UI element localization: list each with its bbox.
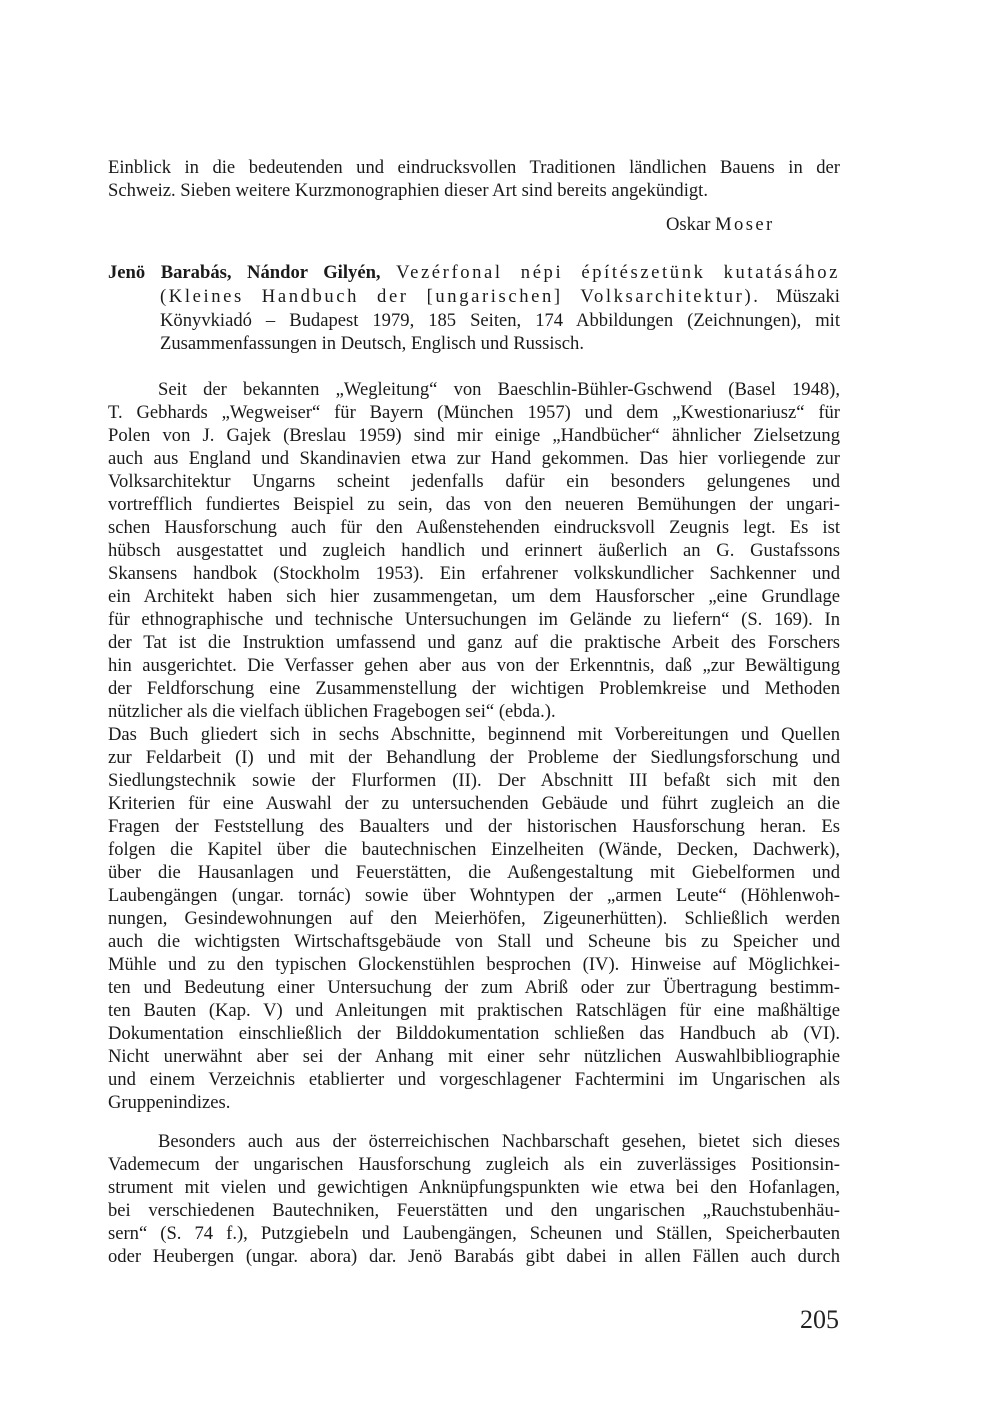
citation-publisher-start: Müszaki — [775, 286, 840, 307]
text-line: auch aus England und Skandinavien etwa zur Hand gekommen. Das hier vorliegende zur — [108, 448, 840, 469]
text-line: vortrefflich fundiertes Beispiel zu sein, das von den neueren Bemühungen der ungari- — [108, 494, 840, 515]
text-line: Seit der bekannten „Wegleitung“ von Baeschlin-Bühler-Gschwend (Basel 1948), — [158, 379, 840, 400]
text-line: Fragen der Feststellung des Baualters und der historischen Hausforschung heran. Es — [108, 816, 840, 837]
reviewer-signature — [666, 213, 775, 236]
text-line: zur Feldarbeit (I) und mit der Behandlung der Probleme der Siedlungsforschung und — [108, 747, 840, 768]
text-line: Volksarchitektur Ungarns scheint jedenfalls dafür ein besonders gelungenes und — [108, 471, 840, 492]
text-line: ein Architekt haben sich hier zusammengetan, um dem Hausforscher „eine Grundlage — [108, 586, 840, 607]
text-line: Das Buch gliedert sich in sechs Abschnitte, beginnend mit Vorbereitungen und Quellen — [108, 724, 840, 745]
text-line: folgen die Kapitel über die bautechnischen Einzelheiten (Wände, Decken, Dachwerk), — [108, 839, 840, 860]
citation-line-3: Könyvkiadó – Budapest 1979, 185 Seiten, 174 Abbildungen (Zeichnungen), mit — [160, 310, 840, 331]
text-line: Schweiz. Sieben weitere Kurzmonographien dieser Art sind bereits angekündigt. — [108, 180, 708, 201]
text-line: auch die wichtigsten Wirtschaftsgebäude von Stall und Scheune bis zu Speicher und — [108, 931, 840, 952]
text-line: nungen, Gesindewohnungen auf den Meierhöfen, Zigeunerhütten). Schließlich werden — [108, 908, 840, 929]
citation-title-hungarian: Vezérfonal népi építészetünk kutatásához — [396, 262, 841, 283]
text-line: oder Heubergen (ungar. abora) dar. Jenö Barabás gibt dabei in allen Fällen auch durch — [108, 1246, 840, 1267]
text-line: für ethnographische und technische Untersuchungen im Gelände zu liefern“ (S. 169). In — [108, 609, 840, 630]
text-line: Einblick in die bedeutenden und eindrucksvollen Traditionen ländlichen Bauens in der — [108, 157, 840, 178]
text-line: strument mit vielen und gewichtigen Anknüpfungspunkten wie etwa bei den Hofanlagen, — [108, 1177, 840, 1198]
page-number: 205 — [800, 1305, 839, 1334]
text-line: hübsch ausgestattet und zugleich handlich und erinnert äußerlich an G. Gustafssons — [108, 540, 840, 561]
text-line: T. Gebhards „Wegweiser“ für Bayern (München 1957) und dem „Kwestionariusz“ für — [108, 402, 840, 423]
citation-line-4: Zusammenfassungen in Deutsch, Englisch und Russisch. — [160, 333, 584, 354]
text-line: Vademecum der ungarischen Hausforschung zugleich als ein zuverlässiges Positionsin- — [108, 1154, 840, 1175]
text-line: Gruppenindizes. — [108, 1092, 231, 1113]
citation-authors: Jenö Barabás, Nándor Gilyén, — [108, 262, 381, 283]
text-line: Mühle und zu den typischen Glockenstühlen besprochen (IV). Hinweise auf Möglichkei- — [108, 954, 840, 975]
citation-title-german: (Kleines Handbuch der [ungarischen] Volksarchitektur). — [160, 286, 761, 307]
text-line: über die Hausanlagen und Feuerstätten, die Außengestaltung mit Giebelformen und — [108, 862, 840, 883]
text-line: Kriterien für eine Auswahl der zu untersuchenden Gebäude und führt zugleich an die — [108, 793, 840, 814]
citation-line-2 — [160, 285, 840, 308]
reviewer-first-name: Oskar — [666, 214, 711, 235]
citation-line-1 — [108, 261, 840, 284]
text-line: und einem Verzeichnis etablierter und vorgeschlagener Fachtermini im Ungarischen als — [108, 1069, 840, 1090]
text-line: Siedlungstechnik sowie der Flurformen (II). Der Abschnitt III befaßt sich mit den — [108, 770, 840, 791]
reviewer-surname: Moser — [715, 214, 775, 235]
text-line: Polen von J. Gajek (Breslau 1959) sind mir einige „Handbücher“ ähnlicher Zielsetzung — [108, 425, 840, 446]
text-line: der Feldforschung eine Zusammenstellung der wichtigen Problemkreise und Methoden — [108, 678, 840, 699]
text-line: sern“ (S. 74 f.), Putzgiebeln und Laubengängen, Scheunen und Ställen, Speicherbauten — [108, 1223, 840, 1244]
text-line: ten Bauten (Kap. V) und Anleitungen mit praktischen Ratschlägen für eine maßhältige — [108, 1000, 840, 1021]
text-line: der Tat ist die Instruktion umfassend und ganz auf die praktische Arbeit des Forschers — [108, 632, 840, 653]
text-line: ten und Bedeutung einer Untersuchung der zum Abriß oder zur Übertragung bestimm- — [108, 977, 840, 998]
text-line: hin ausgerichtet. Die Verfasser gehen aber aus von der Erkenntnis, daß „zur Bewältigung — [108, 655, 840, 676]
text-line: Besonders auch aus der österreichischen Nachbarschaft gesehen, bietet sich dieses — [158, 1131, 840, 1152]
text-line: bei verschiedenen Bautechniken, Feuerstätten und den ungarischen „Rauchstubenhäu- — [108, 1200, 840, 1221]
text-line: schen Hausforschung auch für den Außenstehenden eindrucksvoll Zeugnis legt. Es ist — [108, 517, 840, 538]
text-line: Nicht unerwähnt aber sei der Anhang mit einer sehr nützlichen Auswahlbibliographie — [108, 1046, 840, 1067]
text-line: nützlicher als die vielfach üblichen Fragebogen sei“ (ebda.). — [108, 701, 556, 722]
text-line: Laubengängen (ungar. tornác) sowie über Wohntypen der „armen Leute“ (Höhlenwoh- — [108, 885, 840, 906]
text-line: Skansens handbok (Stockholm 1953). Ein erfahrener volkskundlicher Sachkenner und — [108, 563, 840, 584]
text-line: Dokumentation einschließlich der Bilddokumentation schließen das Handbuch ab (VI). — [108, 1023, 840, 1044]
